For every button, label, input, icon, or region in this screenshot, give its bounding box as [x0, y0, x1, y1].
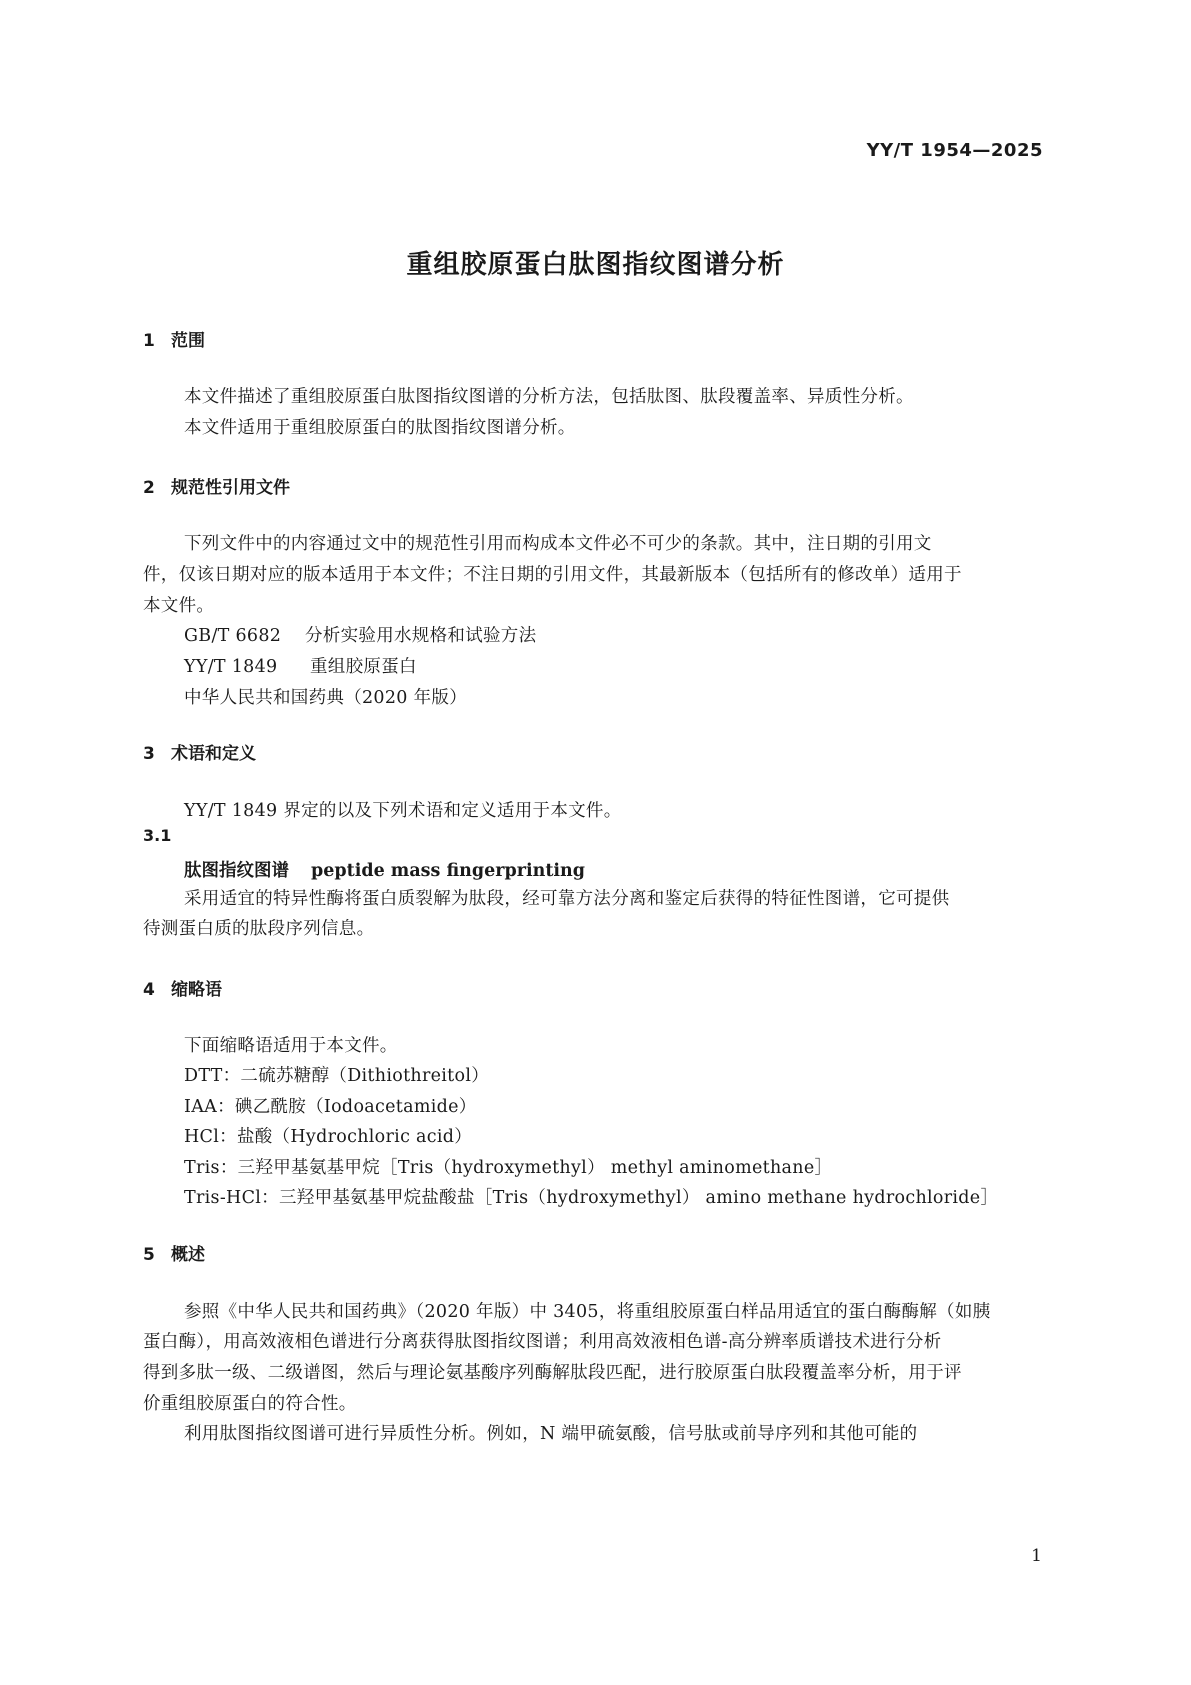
term-entry [184, 857, 585, 882]
paragraph: 本文件适用于重组胶原蛋白的肽图指纹图谱分析。 [184, 418, 576, 438]
paragraph-line: 件，仅该日期对应的版本适用于本文件；不注日期的引用文件，其最新版本（包括所有的修改单）适用于 [143, 565, 962, 585]
section-5-heading [143, 1240, 205, 1265]
abbreviation-item: DTT：二硫苏糖醇（Dithiothreitol） [184, 1066, 490, 1086]
section-number: 2 [143, 478, 155, 498]
section-number: 5 [143, 1245, 155, 1265]
standard-number: YY/T 1954—2025 [866, 140, 1043, 161]
abbreviation-item: Tris-HCl：三羟甲基氨基甲烷盐酸盐［Tris（hydroxymethyl） amino methane hydrochloride］ [184, 1188, 999, 1208]
section-title: 概述 [171, 1245, 205, 1265]
paragraph-line: 参照《中华人民共和国药典》（2020 年版）中 3405，将重组胶原蛋白样品用适宜的蛋白酶酶解（如胰 [184, 1302, 991, 1322]
section-title: 缩略语 [171, 980, 222, 1000]
abbreviation-item: HCl：盐酸（Hydrochloric acid） [184, 1127, 473, 1147]
section-number: 4 [143, 980, 155, 1000]
normative-reference [184, 653, 417, 678]
reference-title: 分析实验用水规格和试验方法 [305, 626, 537, 646]
paragraph-line: 本文件。 [143, 596, 215, 616]
page-number: 1 [1031, 1546, 1042, 1566]
term-chinese: 肽图指纹图谱 [184, 861, 289, 881]
definition-line: 采用适宜的特异性酶将蛋白质裂解为肽段，经可靠方法分离和鉴定后获得的特征性图谱，它可提供 [184, 889, 950, 909]
reference-title: 重组胶原蛋白 [310, 657, 417, 677]
paragraph-line: 下列文件中的内容通过文中的规范性引用而构成本文件必不可少的条款。其中，注日期的引用文 [184, 534, 932, 554]
paragraph-line: 得到多肽一级、二级谱图，然后与理论氨基酸序列酶解肽段匹配，进行胶原蛋白肽段覆盖率分析，用于评 [143, 1363, 962, 1383]
term-english: peptide mass fingerprinting [311, 861, 586, 881]
section-number: 3 [143, 744, 155, 764]
paragraph-line: 蛋白酶），用高效液相色谱进行分离获得肽图指纹图谱；利用高效液相色谱-高分辨率质谱技术进行分析 [143, 1332, 942, 1352]
paragraph-line: 利用肽图指纹图谱可进行异质性分析。例如，N 端甲硫氨酸，信号肽或前导序列和其他可能的 [184, 1424, 918, 1444]
section-4-heading [143, 975, 222, 1000]
abbreviation-item: Tris：三羟甲基氨基甲烷［Tris（hydroxymethyl） methyl aminomethane］ [184, 1158, 833, 1178]
paragraph: 下面缩略语适用于本文件。 [184, 1036, 398, 1056]
term-number: 3.1 [143, 826, 172, 845]
paragraph-line: 价重组胶原蛋白的符合性。 [143, 1394, 357, 1414]
normative-reference: 中华人民共和国药典（2020 年版） [184, 688, 467, 708]
paragraph: YY/T 1849 界定的以及下列术语和定义适用于本文件。 [184, 801, 622, 821]
section-3-heading [143, 739, 256, 764]
paragraph: 本文件描述了重组胶原蛋白肽图指纹图谱的分析方法，包括肽图、肽段覆盖率、异质性分析。 [184, 387, 914, 407]
reference-code: GB/T 6682 [184, 626, 282, 646]
normative-reference [184, 622, 536, 647]
definition-line: 待测蛋白质的肽段序列信息。 [143, 919, 375, 939]
section-title: 术语和定义 [171, 744, 256, 764]
abbreviation-item: IAA：碘乙酰胺（Iodoacetamide） [184, 1097, 477, 1117]
document-title: 重组胶原蛋白肽图指纹图谱分析 [406, 250, 785, 280]
reference-code: YY/T 1849 [184, 657, 278, 677]
section-2-heading [143, 473, 290, 498]
section-title: 规范性引用文件 [171, 478, 290, 498]
section-title: 范围 [171, 331, 205, 351]
section-1-heading [143, 326, 205, 351]
section-number: 1 [143, 331, 155, 351]
